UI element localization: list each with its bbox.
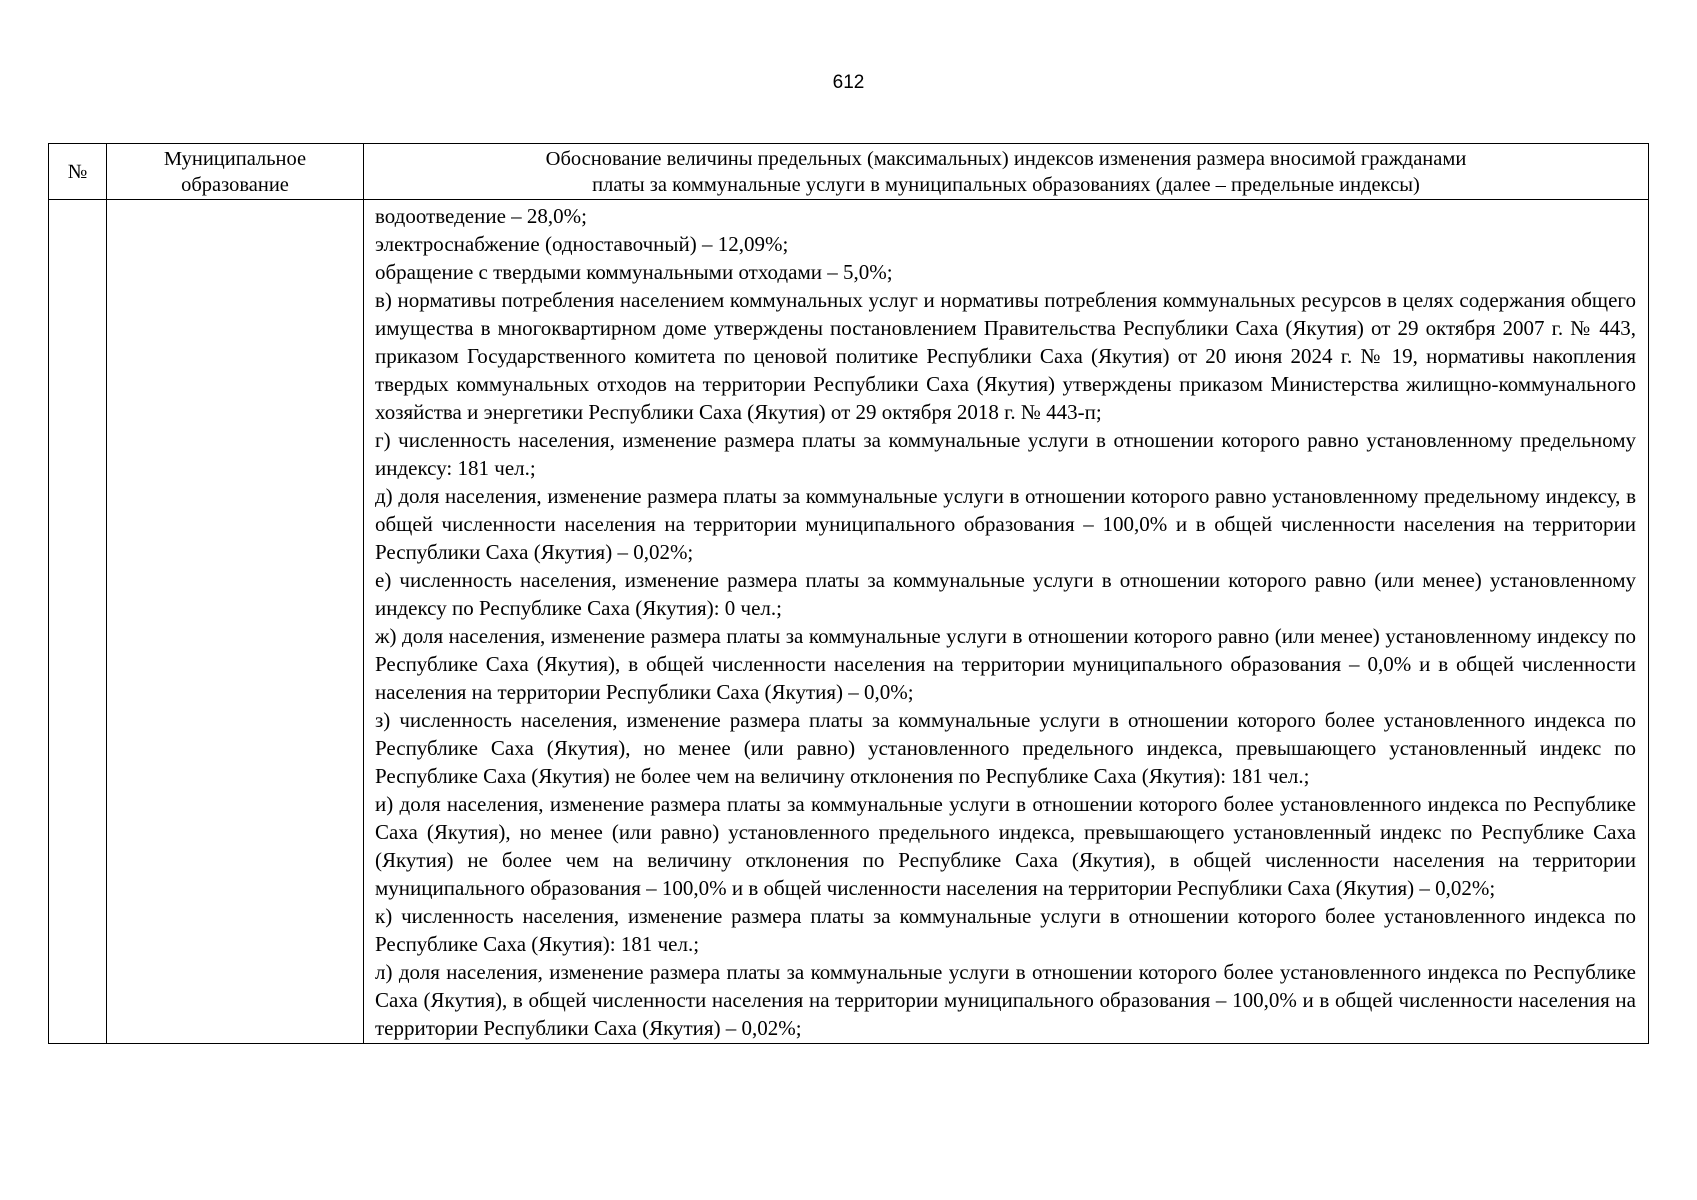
header-number: № <box>49 144 107 200</box>
paragraph: ж) доля населения, изменение размера платы за коммунальные услуги в отношении которого равно (или менее) установленному индексу по Республике Саха (Якутия), в общей численности населения на территории муниципального образования – 0,0% и в общей численности населения на территории Республики Саха (Якутия) – 0,0%; <box>375 624 1636 704</box>
paragraph: в) нормативы потребления населением коммунальных услуг и нормативы потребления коммунальных ресурсов в целях содержания общего имущества в многоквартирном доме утверждены постановлением Правительства Республики Саха (Якутия) от 29 октября 2007 г. № 443, приказом Государственного комитета по ценовой политике Республики Саха (Якутия) от 20 июня 2024 г. № 19, нормативы накопления твердых коммунальных отходов на территории Республики Саха (Якутия) утверждены приказом Министерства жилищно-коммунального хозяйства и энергетики Республики Саха (Якутия) от 29 октября 2018 г. № 443-п; <box>375 288 1636 424</box>
cell-justification <box>364 200 1649 1044</box>
paragraph: г) численность населения, изменение размера платы за коммунальные услуги в отношении которого равно установленному предельному индексу: 181 чел.; <box>375 428 1636 480</box>
cell-municipality <box>107 200 364 1044</box>
header-justification-line2: платы за коммунальные услуги в муниципальных образованиях (далее – предельные индексы) <box>592 173 1420 196</box>
header-municipality-line1: Муниципальное <box>163 147 307 170</box>
paragraph: и) доля населения, изменение размера платы за коммунальные услуги в отношении которого более установленного индекса по Республике Саха (Якутия), но менее (или равно) установленного предельного индекса, превышающего установленный индекс по Республике Саха (Якутия) не более чем на величину отклонения по Республике Саха (Якутия), в общей численности населения на территории муниципального образования – 100,0% и в общей численности населения на территории Республики Саха (Якутия) – 0,02%; <box>375 792 1636 900</box>
paragraph: е) численность населения, изменение размера платы за коммунальные услуги в отношении которого равно (или менее) установленному индексу по Республике Саха (Якутия): 0 чел.; <box>375 568 1636 620</box>
header-municipality-line2: образование <box>181 173 289 196</box>
header-justification-line1: Обоснование величины предельных (максимальных) индексов изменения размера вносимой гражданами <box>545 147 1467 170</box>
paragraph: водоотведение – 28,0%; <box>375 204 587 228</box>
header-justification <box>364 144 1649 200</box>
page-number: 612 <box>832 72 865 93</box>
paragraph: з) численность населения, изменение размера платы за коммунальные услуги в отношении которого более установленного индекса по Республике Саха (Якутия), но менее (или равно) установленного предельного индекса, превышающего установленный индекс по Республике Саха (Якутия) не более чем на величину отклонения по Республике Саха (Якутия): 181 чел.; <box>375 708 1636 788</box>
justification-table <box>48 143 1649 1044</box>
table-row <box>49 200 1649 1044</box>
paragraph: л) доля населения, изменение размера платы за коммунальные услуги в отношении которого более установленного индекса по Республике Саха (Якутия), в общей численности населения на территории муниципального образования – 100,0% и в общей численности населения на территории Республики Саха (Якутия) – 0,02%; <box>375 960 1636 1040</box>
paragraph: обращение с твердыми коммунальными отходами – 5,0%; <box>375 260 893 284</box>
paragraph: д) доля населения, изменение размера платы за коммунальные услуги в отношении которого равно установленному предельному индексу, в общей численности населения на территории муниципального образования – 100,0% и в общей численности населения на территории Республики Саха (Якутия) – 0,02%; <box>375 484 1636 564</box>
cell-number <box>49 200 107 1044</box>
table-header-row <box>49 144 1649 200</box>
paragraph: к) численность населения, изменение размера платы за коммунальные услуги в отношении которого более установленного индекса по Республике Саха (Якутия): 181 чел.; <box>375 904 1636 956</box>
paragraph: электроснабжение (одноставочный) – 12,09%; <box>375 232 789 256</box>
header-municipality <box>107 144 364 200</box>
